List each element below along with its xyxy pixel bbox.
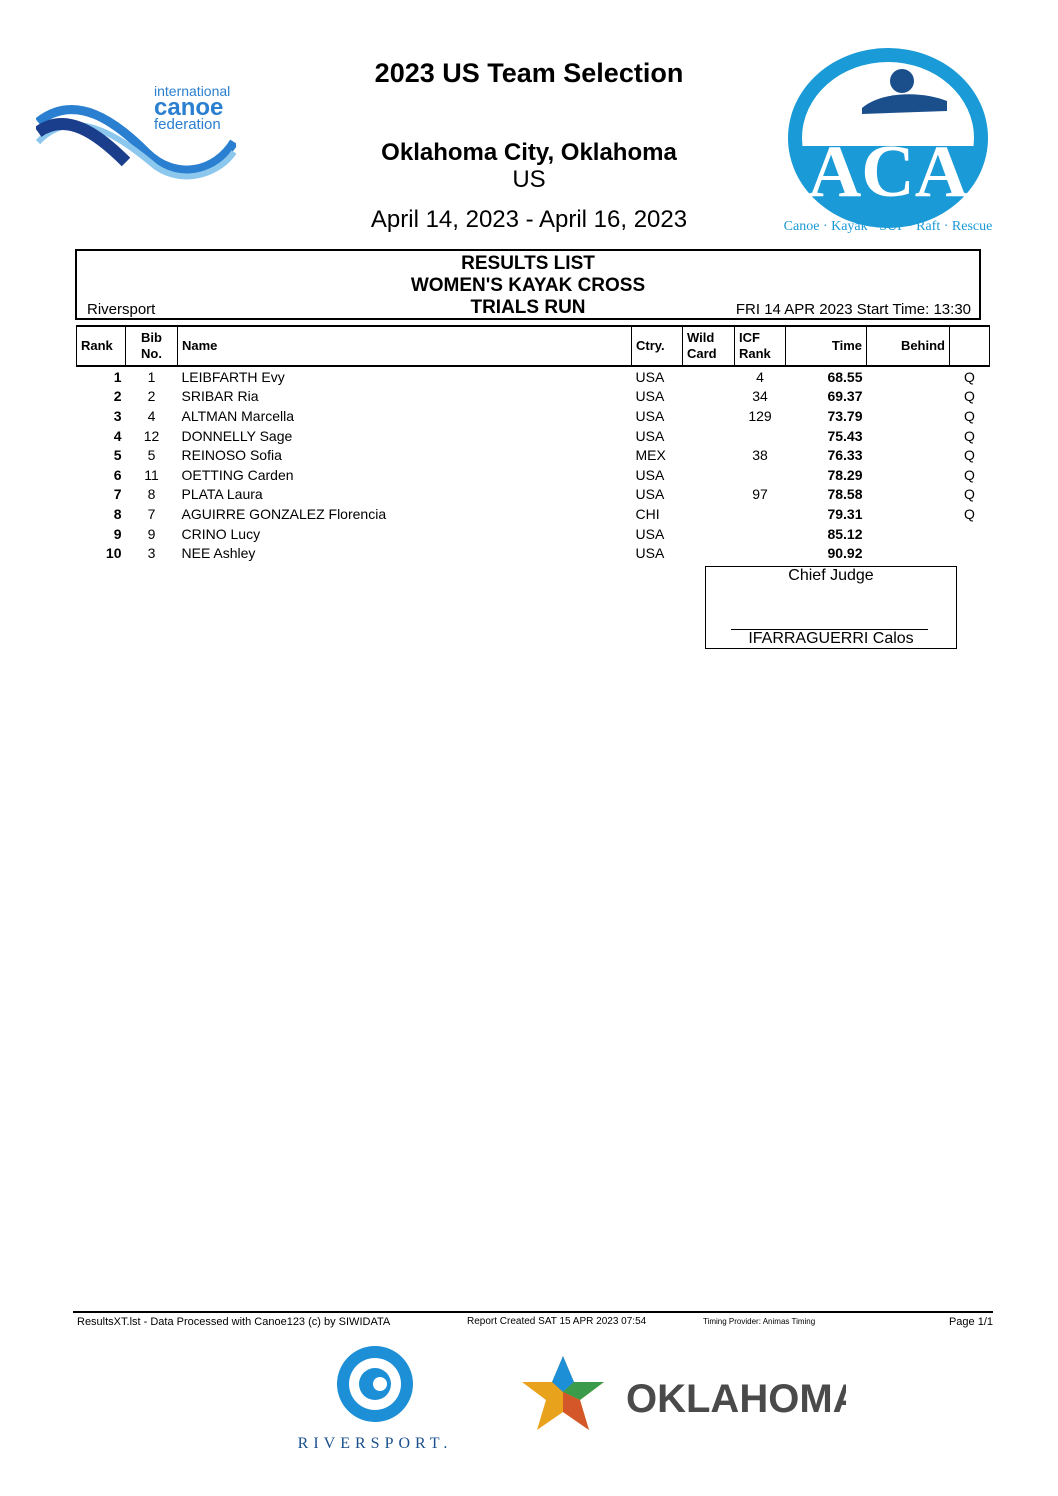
cell-icf: 4 [756,368,764,385]
cell-rank: 5 [113,447,122,464]
event-dates: April 14, 2023 - April 16, 2023 [370,206,688,233]
cell-wild [683,524,735,544]
cell-name: DONNELLY Sage [181,427,293,444]
col-rank: Rank [77,326,126,366]
svg-text:canoe: canoe [154,94,224,121]
table-row [77,406,990,426]
cell-ctry: USA [635,427,665,444]
cell-icf: 97 [752,486,768,503]
table-row [77,445,990,465]
col-ctry: Ctry. [632,326,683,366]
table-row [77,465,990,485]
cell-icf [735,543,786,563]
start-time: FRI 14 APR 2023 Start Time: 13:30 [735,301,971,318]
cell-name: OETTING Carden [181,466,294,483]
cell-behind [867,485,950,505]
table-row [77,426,990,446]
cell-time: 73.79 [827,407,863,424]
cell-q: Q [964,368,975,385]
col-qual [950,326,990,366]
cell-wild [683,485,735,505]
cell-name: AGUIRRE GONZALEZ Florencia [181,505,387,522]
cell-rank: 2 [113,388,122,405]
cell-name: REINOSO Sofia [181,447,282,464]
cell-time: 90.92 [827,545,863,562]
cell-icf: 38 [752,447,768,464]
cell-behind [867,543,950,563]
cell-bib: 4 [147,407,156,424]
cell-bib: 11 [144,466,159,483]
svg-text:ACA: ACA [807,131,969,213]
col-time: Time [786,326,867,366]
cell-ctry: CHI [635,505,660,522]
cell-time: 79.31 [827,505,863,522]
cell-bib: 12 [143,427,160,444]
oklahoma-logo [516,1352,846,1447]
venue: Oklahoma City, Oklahoma [381,139,677,166]
cell-name: SRIBAR Ria [181,388,259,405]
table-row [77,504,990,524]
cell-wild [683,465,735,485]
cell-q [950,524,990,544]
cell-q: Q [964,466,975,483]
col-icf-rank: ICF Rank [735,326,786,366]
cell-ctry: USA [635,486,665,503]
footer-software: ResultsXT.lst - Data Processed with Canoe123 (c) by SIWIDATA [77,1316,391,1328]
table-row [77,366,990,387]
table-header [77,326,990,366]
cell-wild [683,504,735,524]
cell-rank: 10 [105,545,122,562]
country: US [512,166,546,193]
event-title: 2023 US Team Selection [374,58,684,88]
cell-rank: 6 [113,466,122,483]
riversport-logo [280,1342,470,1452]
svg-text:international: international [154,83,231,99]
cell-behind [867,426,950,446]
col-wild-card: Wild Card [683,326,735,366]
chief-judge-label: Chief Judge [788,567,874,584]
cell-q: Q [964,407,975,424]
cell-ctry: USA [635,525,665,542]
svg-text:RIVERSPORT.: RIVERSPORT. [297,1435,453,1452]
chief-judge-name: IFARRAGUERRI Calos [748,630,914,647]
col-name: Name [178,326,632,366]
cell-time: 75.43 [827,427,863,444]
table-row [77,543,990,563]
cell-ctry: MEX [635,447,666,464]
cell-rank: 9 [113,525,122,542]
cell-icf [735,426,786,446]
run-name: TRIALS RUN [470,297,586,318]
cell-q: Q [964,447,975,464]
cell-time: 68.55 [827,368,863,385]
cell-behind [867,387,950,407]
cell-bib: 7 [147,505,156,522]
table-row [77,524,990,544]
footer [73,1311,993,1328]
cell-bib: 3 [147,545,156,562]
cell-icf [735,524,786,544]
cell-wild [683,387,735,407]
cell-icf: 34 [752,388,768,405]
footer-page: Page 1/1 [948,1316,993,1328]
svg-text:OKLAHOMA: OKLAHOMA [626,1377,846,1421]
cell-q: Q [964,505,975,522]
cell-behind [867,504,950,524]
cell-bib: 9 [147,525,156,542]
cell-icf [735,465,786,485]
footer-timing: Timing Provider: Animas Timing [703,1317,816,1326]
results-list-label: RESULTS LIST [461,253,595,274]
event-name: WOMEN'S KAYAK CROSS [410,275,646,296]
table-row [77,387,990,407]
cell-behind [867,445,950,465]
cell-bib: 5 [147,447,156,464]
cell-rank: 7 [113,486,122,503]
cell-time: 85.12 [827,525,863,542]
results-table [76,325,990,563]
cell-icf: 129 [748,407,772,424]
cell-bib: 8 [147,486,156,503]
results-heading-box [75,249,981,320]
cell-rank: 4 [113,427,122,444]
cell-name: LEIBFARTH Evy [181,368,285,385]
cell-wild [683,445,735,465]
cell-ctry: USA [635,545,665,562]
cell-bib: 1 [147,368,156,385]
cell-rank: 3 [113,407,122,424]
cell-wild [683,406,735,426]
cell-ctry: USA [635,407,665,424]
footer-created: Report Created SAT 15 APR 2023 07:54 [467,1316,647,1327]
cell-q [950,543,990,563]
cell-time: 78.58 [827,486,863,503]
cell-behind [867,406,950,426]
cell-name: CRINO Lucy [181,525,261,542]
cell-wild [683,543,735,563]
chief-judge-box [705,566,957,649]
location: Riversport [87,301,156,318]
cell-bib: 2 [147,388,156,405]
cell-name: ALTMAN Marcella [181,407,295,424]
cell-ctry: USA [635,368,665,385]
cell-time: 78.29 [827,466,863,483]
cell-name: NEE Ashley [181,545,256,562]
cell-ctry: USA [635,388,665,405]
cell-behind [867,465,950,485]
cell-wild [683,366,735,387]
cell-rank: 8 [113,505,122,522]
cell-name: PLATA Laura [181,486,263,503]
cell-behind [867,366,950,387]
cell-time: 76.33 [827,447,863,464]
cell-behind [867,524,950,544]
cell-ctry: USA [635,466,665,483]
cell-q: Q [964,486,975,503]
svg-text:federation: federation [154,116,221,133]
cell-wild [683,426,735,446]
cell-q: Q [964,388,975,405]
cell-q: Q [964,427,975,444]
svg-text:Canoe · Kayak · SUP · Raft · R: Canoe · Kayak · SUP · Raft · Rescue [783,219,993,234]
cell-time: 69.37 [827,388,863,405]
cell-icf [735,504,786,524]
cell-rank: 1 [113,368,122,385]
col-bib: Bib No. [126,326,178,366]
table-row [77,485,990,505]
col-behind: Behind [867,326,950,366]
